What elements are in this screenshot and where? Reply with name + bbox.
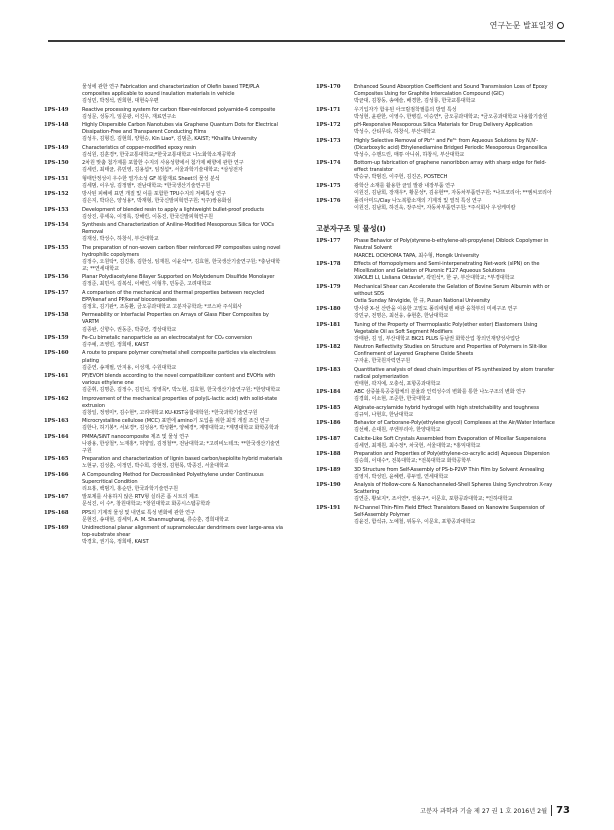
entry-authors: 김영지, 박성민, 윤혜련, 류두열, 연세대학교 [354,473,449,480]
entry-authors: 이원진, 김남희, 장재우*, 황문성*, 김유현**, 자동차부품연구원; *나프코리아; **엠씨코리아 [354,189,552,196]
entry-authors: 김성문, 성동기, 임문광, 이진우, 재료연구소 [82,113,177,120]
entry-body [354,367,556,388]
entry-authors: 김한나, 허기봉*, 서보경*, 김성용*, 박성환*, 양혜경*, 계명대학교; *계명대학교 화학공학과 [82,425,279,432]
entry-body [354,84,556,105]
abstract-entry [44,160,284,174]
entry-authors: 이원진, 김남희, 하진욱, 장주석*, 자동차부품연구원; *주식회사 우성케미칼 [354,205,516,212]
entry-authors: 박경호, 권기옥, 정희태, KAIST [82,539,149,546]
entry-authors: XIAOLEI LI, Lisliana Oktavia*, 곽민석*, 한 규, 부산대학교; *부경대학교 [354,275,515,282]
entry-body [82,335,284,349]
entry-title: Neutron Reflectivity Studies on Structure and Properties of Polymers in Slit-like Confinement of Layered Graphene Oxide Sheets [354,344,547,358]
entry-body [354,183,556,197]
abstract-entry [316,198,556,212]
entry-id: 1PS-153 [44,206,69,213]
entry-body [354,405,556,419]
entry-title: 방사된 피혜에 표면 개질 및 이를 포함한 TPU수지의 저폐특성 연구 [82,191,226,198]
abstract-entry [44,456,284,470]
entry-authors: 김준연, 송재필, 안지용, 이성재, 수원대학교 [82,364,177,371]
entry-id: 1PS-183 [316,366,341,373]
entry-id: 1PS-149 [44,144,69,151]
entry-title: PF/EVOH blends according to the novel compatibilizer content and EVOHs with various ethylene one [82,373,276,387]
entry-body [82,107,284,121]
entry-id: 1PS-180 [316,306,341,313]
entry-title: Quantitative analysis of dead chain impurities of PS synthesized by atom transfer radical polymerization [354,366,555,380]
entry-id: 1PS-161 [44,373,69,380]
entry-title: Alginate-acrylamide hybrid hydrogel with high stretchability and toughness [354,404,540,411]
entry-body [82,145,284,159]
entry-id: 1PS-156 [44,274,69,281]
entry-title: 2차원 맞춤 첨가제를 포함한 수지의 사용성향에서 첨가제 배향에 관한 연구 [82,160,244,167]
abstract-entry [316,107,556,121]
entry-body [82,418,284,432]
entry-authors: 김세린, 최태균, 류민영, 김용섭*, 임정섭*, 서울과학기술대학교; *삼성전자 [82,167,243,174]
entry-id: 1PS-148 [44,122,69,129]
abstract-entry [44,510,284,524]
entry-id: 1PS-184 [316,389,341,396]
entry-body [82,160,284,174]
entry-body [82,373,284,394]
entry-authors: 박성수, 수핸드린, 매튜 아니쉬, 하창식, 부산대학교 [354,151,465,158]
entry-authors: 김재성, 박성수, 하창식, 부산대학교 [82,236,159,243]
abstract-entry [316,261,556,282]
entry-title: N-Channel Thin-Film Field Effect Transistors Based on Nanowire Suspension of Self-Assembly Polymer [354,504,545,518]
abstract-entry [316,467,556,481]
entry-authors: 김정수, 오원탁*, 김진홍, 김한성, 임재원, 이윤석**, 김효현, 한국생산기술연구원; *충남대학교; **연세대학교 [82,258,281,272]
entry-title: Preparation and Properties of Poly(ethylene-co-acrylic acid) Aqueous Dispersion [354,451,550,458]
entry-body [82,122,284,143]
entry-id: 1PS-176 [316,198,341,205]
entry-title: The preparation of non-woven carbon fiber reinforced PP composites using novel hydrophilic copolymers [82,244,281,258]
abstract-entry [44,335,284,349]
entry-title: 발포제를 사용하지 않은 RTV형 실리콘 폼 시트의 제조 [82,494,199,501]
entry-title: Effects of Homopolymers and Semi-interpenetrating Net-work (sIPN) on the Micellization and Gelation of Pluronic F127 Aqueous Solutions [354,260,540,275]
abstract-entry [316,389,556,403]
entry-title: 형태안정성이 우수한 열가소성 GF 복합재료 Sheet의 물성 분석 [82,175,220,182]
entry-id: 1PS-181 [316,321,341,328]
entry-title: Planar Polydiacetylene Bilayer Supported on Molybdenum Disulfide Monolayer [82,274,275,281]
entry-body [82,176,284,190]
header-rule [48,40,565,42]
entry-id: 1PS-170 [316,84,341,90]
entry-id: 1PS-168 [44,509,69,516]
entry-title: 방사광 X-선 산란을 이용한 고밀도 폴리에틸렌 배관 융착부의 미세구조 연구 [354,306,518,313]
entry-title: 우기입자가 함유된 아크릴점착필름의 방열 특성 [354,106,457,113]
entry-title: PPS의 기계적 물성 및 내연료 특성 변화에 관한 연구 [82,509,195,516]
entry-id: 1PS-151 [44,175,69,182]
right-column-lower [316,238,556,526]
abstract-entry [316,367,556,388]
entry-authors: 김정준, 최민서, 김복석, 이해인, 이형후, 민동준, 고려대학교 [82,281,212,288]
entry-id: 1PS-159 [44,334,69,341]
entry-authors: 김연준, 황보지*, 조서연*, 권용구*, 이문호, 포항공과대학교; *인하대학교 [354,496,513,503]
abstract-entry [316,451,556,465]
entry-authors: 권태현, 곽지예, 오충석, 포항공과대학교 [354,380,441,387]
abstract-entry [316,436,556,450]
entry-title: A Compounding Method for Decrosslinked Polyethylene under Continuous Supercritical Condition [82,471,264,485]
entry-body [354,238,556,259]
entry-body [82,245,284,273]
entry-body [354,107,556,121]
entry-body [354,261,556,282]
entry-title: Development of blended resin to apply a lightweight bullet-proof products [82,206,264,213]
entry-authors: 박승규, 박범진, 이주헌, 김진곤, POSTECH [354,174,448,181]
entry-id: 1PS-152 [44,191,69,198]
abstract-entry [44,122,284,143]
entry-title: Phase Behavior of Poly(styrene-b-ethylene-alt-propylene) Diblock Copolymer in Neutral Solvent [354,238,549,252]
abstract-entry [44,494,284,508]
entry-title: Calcite-Like Soft Crystals Assembled from Evaporation of Micellar Suspensions [354,435,547,442]
entry-id: 1PS-149 [44,106,69,113]
entry-title: Improvement of the mechanical properties of poly(L-lactic acid) with solid-state extrusion [82,395,278,409]
entry-body [354,482,556,503]
entry-authors: 김세범, 이우성, 김정필*, 전남대학교; *한국생산기술연구원 [82,182,211,189]
right-column [316,84,556,527]
entry-authors: 나광용, 한상철*, 노재홍*, 허양일, 김정철**, 전남대학교; *고려비노테크; **한국생산기술연구원 [82,440,280,454]
entry-authors: 김성우, 김형진, 김현희, 양현승, Kin Liao*, 김범준, KAIST; *Khalifa University [82,136,257,143]
entry-id: 1PS-166 [44,471,69,478]
entry-authors: Ostia Sunday Nnvigide, 한 규, Pusan National University [354,297,490,304]
entry-authors: 김윤진, 함석규, 노예철, 위동우, 이문호, 포항공과대학교 [354,519,476,525]
entry-id: 1PS-171 [316,106,341,113]
page-number: 73 [551,805,570,816]
entry-id: 1PS-185 [316,404,341,411]
left-column [44,84,284,548]
entry-body [82,207,284,221]
abstract-entry [316,160,556,181]
entry-id: 1PS-174 [316,160,341,167]
entry-id: 1PS-160 [44,350,69,357]
entry-authors: 김성민, 박정석, 권희현, 대현숙우편 [82,98,159,105]
page-footer [420,805,570,816]
entry-title: Highly Selective Removal of Pb²⁺ and Fe³⁺ from Aqueous Solutions by N,N'-(Dicarboxylic acid) Ethylenediamine Bridged Periodic Mesoporous Organosilica [354,137,547,151]
abstract-entry [44,290,284,311]
entry-authors: 김준휘, 김명준, 김정수, 김민석, 정영목*, 박노현, 김효현, 한국생산기술연구원; *한양대학교 [82,387,281,394]
entry-authors: 김규익, 나현호, 한남대학교 [354,411,414,418]
entry-id: 1PS-173 [316,137,341,144]
entry-body [354,138,556,159]
footer-journal: 고분자 과학과 기술 제 27 권 1 호 2016년 2월 [420,808,548,815]
entry-body [354,198,556,212]
section-title: 고분자구조 및 물성(I) [316,224,386,234]
entry-id: 1PS-178 [316,260,341,267]
entry-title: Behavior of Carborane-Poly(ethylene glycol) Complexes at the Air/Water Interface [354,420,555,427]
entry-id: 1PS-191 [316,504,341,511]
entry-id: 1PS-162 [44,395,69,402]
entry-body [354,306,556,320]
entry-title: pH-Responsive Mesoporous Silica Materials for Drug Delivery Application [354,122,533,129]
entry-id: 1PS-154 [44,222,69,229]
abstract-entry [316,122,556,136]
abstract-entry [316,322,556,343]
abstract-entry [44,274,284,288]
abstract-entry [316,405,556,419]
abstract-entry [44,176,284,190]
entry-id: 1PS-188 [316,451,341,458]
abstract-entry [44,207,284,221]
entry-body [354,122,556,136]
abstract-entry [316,420,556,434]
entry-body [354,160,556,181]
abstract-entry [316,284,556,305]
entry-title: Characteristics of copper-modified epoxy resin [82,144,197,151]
right-column-upper [316,84,556,212]
abstract-entry [44,191,284,205]
entry-body [82,290,284,311]
entry-body [82,396,284,417]
entry-body [82,312,284,333]
entry-id: 1PS-164 [44,433,69,440]
entry-authors: 김주예, 조영민, 정희태, KAIST [82,342,149,349]
entry-authors: 김종완, 신향수, 권동준, 박종만, 경상대학교 [82,326,177,333]
abstract-entry [44,222,284,243]
abstract-entry [316,344,556,365]
entry-body [82,510,284,524]
abstract-entry [44,245,284,273]
entry-body [354,451,556,465]
entry-title: Bottom-up fabrication of graphene nanoribbon array with sharp edge for field-effect transistor [354,160,547,174]
entry-id: 1PS-172 [316,122,341,129]
entry-id [44,84,82,105]
entry-body [82,222,284,243]
entry-body [354,420,556,434]
entry-id: 1PS-155 [44,244,69,251]
entry-body [354,284,556,305]
entry-title: Enhanced Sound Absorption Coefficient and Sound Transmission Loss of Epoxy Composites Using for Graphite Intercalation Compound (GIC) [354,84,548,98]
entry-id: 1PS-167 [44,494,69,501]
entry-title: Unidirectional planar alignment of supramolecular dendrimers over large-area via top-substrate shear [82,525,283,539]
entry-title: A comparison of the mechanical and thermal properties between recycled EPP/kenaf and PP/kenaf biocomposites [82,289,265,303]
entry-authors: 박성수, 산티무티, 하창식, 부산대학교 [354,129,436,136]
entry-title: Synthesis and Characterization of Aniline-Modified Mesoporous Silica for VOCs Removal [82,222,274,236]
entry-title: Reactive processing system for carbon fiber-reinforced polyamide-6 composite [82,106,276,113]
entry-authors: 노현규, 김성훈, 이정민, 박수희, 강현정, 김현목, 박종진, 서울대학교 [82,463,229,470]
entry-id: 1PS-179 [316,283,341,290]
abstract-entry [44,418,284,432]
entry-body [82,494,284,508]
entry-title: Preparation and characterization of lignin based carbon/sepiolite hybrid materials [82,456,283,463]
abstract-entry [44,84,284,105]
entry-id: 1PS-175 [316,182,341,189]
entry-title: Microcrystalline cellulose (MCC) 표면에 amino기 도입을 위한 최적 개질 조건 연구 [82,418,270,425]
entry-body [82,434,284,455]
page-header [490,20,564,31]
entry-body [354,467,556,481]
abstract-entry [44,396,284,417]
entry-body [354,322,556,343]
entry-id: 1PS-158 [44,312,69,319]
entry-id: 1PS-182 [316,344,341,351]
entry-body [82,525,284,546]
entry-id: 1PS-187 [316,435,341,442]
entry-title: PMMA/SiNT nanocomposite 제조 및 물성 연구 [82,433,189,440]
entry-authors: 리요홍, 백범기, 홍순만, 한국과학기술연구원 [82,485,178,492]
entry-body [82,191,284,205]
entry-title: Permeability or Interfacial Properties on Arrays of Glass Fiber Composites by VARTM [82,312,269,326]
entry-body [354,389,556,403]
abstract-entry [316,238,556,259]
entry-id: 1PS-157 [44,289,69,296]
entry-authors: 김상진, 류세욱, 이정록, 강해린, 이동진, 한국신발피혁연구원 [82,213,213,220]
entry-authors: 강민규, 전명은, 최선웅, 송현훈, 한남대학교 [354,313,449,320]
entry-authors: 구자윤, 한국원자력연구원 [354,358,411,365]
entry-id: 1PS-190 [316,482,341,489]
entry-authors: 문석진, 이 수*, 창원대학교; *창원대학교 화공시스템공학과 [82,501,211,508]
entry-authors: 김세연, 최재원, 최수정*, 차국헌, 서울대학교; *홍익대학교 [354,442,481,449]
circle-bullet-icon [557,22,564,29]
entry-authors: 김경회, 이소현, 조준한, 한국대학교 [354,396,431,403]
entry-body [82,472,284,493]
entry-title: 광학산 소재를 활용한 균일 발광 내장부품 연구 [354,182,455,189]
abstract-entry [44,145,284,159]
entry-authors: 박성현, 윤관한, 이영수, 한병길, 이승연*, 금오공과대학교; *금오공과대학교 나용합기술원 [354,113,548,120]
entry-title: 폴리아미드/Clay 나노복합소재의 기계적 및 열적 특성 연구 [354,198,482,205]
abstract-entry [316,306,556,320]
entry-authors: 김은지, 박다은, 양성용*, 박재형, 한국신발피혁연구원; *(주)쌍용화섬 [82,198,232,205]
abstract-entry [316,84,556,105]
entry-title: ABC 삼중블록공중합체의 분율과 인력성수의 변화를 통한 나노구조의 변화 연구 [354,389,526,396]
entry-title: Highly Dispersible Carbon Nanotubes via Graphene Quantum Dots for Electrical Dissipation-Free and Transparent Conducting Films [82,122,278,136]
entry-authors: 김정호, 김기완*, 조동환, 금오공과대학교 고분자공학과; *코스파 주식회사 [82,303,242,310]
entry-body [82,274,284,288]
entry-title: A route to prepare polymer core/metal shell composite particles via electroless plating [82,350,276,364]
abstract-entry [316,183,556,197]
entry-id: 1PS-177 [316,238,341,245]
abstract-entry [316,482,556,503]
entry-title: Fe-Cu bimetalic nanoparticle as an electrocatalyst for CO₂ conversion [82,334,253,341]
entry-authors: 김석원, 김훈경*, 한국교통대학교;*한국교통대학교 나노화학소재공학과 [82,151,236,158]
entry-title: Analysis of Hollow-core & Nanochanneled-Shell Spheres Using Synchrotron X-ray Scattering [354,482,553,496]
entry-body [82,456,284,470]
entry-body [354,505,556,526]
entry-id: 1PS-189 [316,466,341,473]
abstract-entry [44,312,284,333]
entry-id: 1PS-165 [44,456,69,463]
entry-title: 3D Structure from Self-Assembly of PS-b-P2VP Thin Film by Solvent Annealing [354,466,545,473]
entry-title: 물성에 관한 연구 Fabrication and characterization of Olefin based TPE/PLA composites applicable to sound insulation materials in vehicle [82,84,260,98]
entry-authors: 김선해, 손대원, 쿠엔부리아, 한양대학교 [354,427,441,434]
entry-title: Tuning of the Property of Thermoplastic Poly(ether ester) Elastomers Using Vegetable Oil as Soft Segment Modifiers [354,321,538,335]
entry-authors: 김창일, 정영미*, 김수현*, 고려대학교 KU-KIST융합대학원; *한국과학기술연구원 [82,409,258,416]
entry-authors: 박균대, 김창동, 송예슬, 배경한, 김성룡, 한국교통대학교 [354,98,476,105]
entry-id: 1PS-169 [44,525,69,532]
abstract-entry [44,107,284,121]
entry-body [354,436,556,450]
entry-id: 1PS-163 [44,418,69,425]
abstract-entry [44,434,284,455]
abstract-entry [44,373,284,394]
entry-body [82,84,284,105]
abstract-entry [44,350,284,371]
entry-body [354,344,556,365]
abstract-entry [316,505,556,526]
entry-authors: 강태완, 김 일, 부산대학교 BK21 PLUS 동남권 화학산업 창의인재양성사업단 [354,335,520,342]
entry-authors: MARCEL OCKHOMA TAPA, 최수형, Hongik University [354,252,480,259]
abstract-entry [316,138,556,159]
abstract-entry [44,472,284,493]
entry-authors: 김승희, 이대수*, 전북대학교; *전북대학교 화학공학부 [354,458,471,465]
header-title-text: 연구논문 발표일정 [489,21,554,30]
entry-id: 1PS-150 [44,160,69,167]
entry-id: 1PS-186 [316,420,341,427]
entry-body [82,350,284,371]
entry-authors: 문현진, 송대현, 김세익, A. M. Shanmugharaj, 류승훈, 경희대학교 [82,516,229,523]
entry-title: Mechanical Shear can Accelerate the Gelation of Bovine Serum Albumin with or without SDS [354,283,550,297]
abstract-entry [44,525,284,546]
